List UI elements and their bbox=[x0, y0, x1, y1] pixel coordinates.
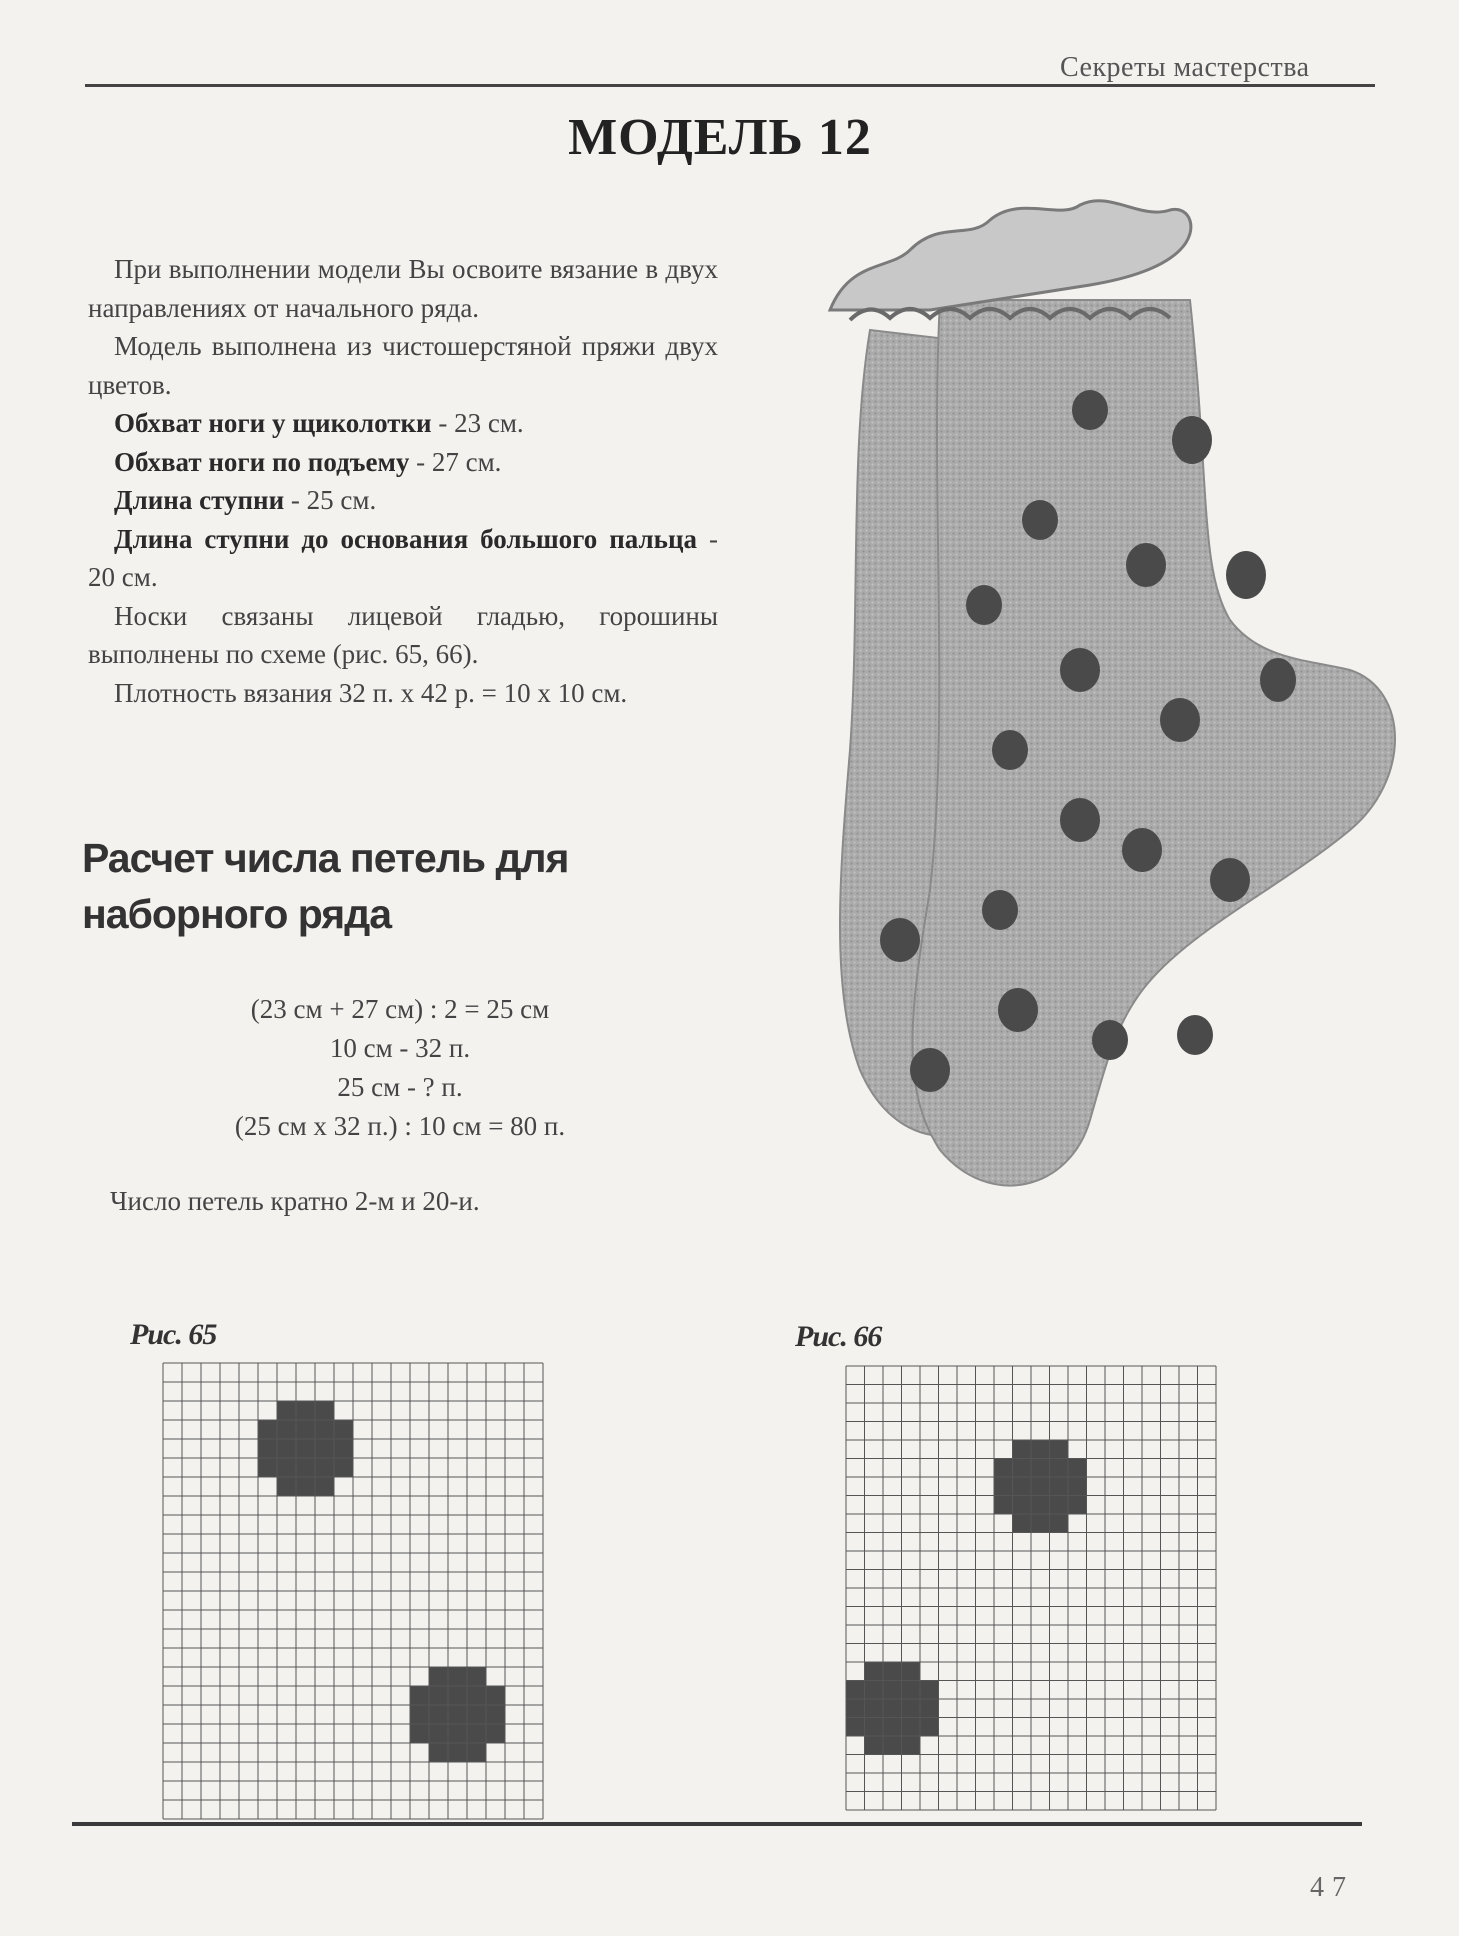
chart-filled-stitch bbox=[467, 1705, 486, 1724]
chart-filled-stitch bbox=[296, 1458, 315, 1477]
chart-filled-stitch bbox=[865, 1681, 884, 1700]
measurement-line bbox=[88, 443, 718, 482]
chart-filled-stitch bbox=[1031, 1459, 1050, 1478]
socks-photo bbox=[790, 190, 1430, 1300]
intro-paragraph-1: При выполнении модели Вы освоите вязание в двух направлениях от начального ряда. bbox=[88, 254, 718, 323]
chart-filled-stitch bbox=[429, 1667, 448, 1686]
chart-filled-stitch bbox=[258, 1420, 277, 1439]
chart-filled-stitch bbox=[883, 1736, 902, 1755]
chart-filled-stitch bbox=[334, 1439, 353, 1458]
chart-filled-stitch bbox=[296, 1420, 315, 1439]
chart-filled-stitch bbox=[883, 1662, 902, 1681]
chart-filled-stitch bbox=[467, 1667, 486, 1686]
chart-filled-stitch bbox=[315, 1420, 334, 1439]
chart-filled-stitch bbox=[1013, 1496, 1032, 1515]
chart-filled-stitch bbox=[920, 1699, 939, 1718]
measurement-line bbox=[88, 404, 718, 443]
chart-filled-stitch bbox=[448, 1705, 467, 1724]
chart-filled-stitch bbox=[1050, 1477, 1069, 1496]
measurement-value: - 23 см. bbox=[431, 408, 524, 438]
chart-filled-stitch bbox=[467, 1743, 486, 1762]
calculation-line: 10 см - 32 п. bbox=[329, 1033, 471, 1063]
chart-filled-stitch bbox=[846, 1681, 865, 1700]
calculation-line: (25 см х 32 п.) : 10 см = 80 п. bbox=[234, 1111, 566, 1141]
chart-filled-stitch bbox=[315, 1458, 334, 1477]
chart-filled-stitch bbox=[1031, 1496, 1050, 1515]
figure-65-label: Рис. 65 bbox=[130, 1318, 217, 1351]
chart-filled-stitch bbox=[846, 1699, 865, 1718]
measurement-label: Длина ступни до основания большого пальца bbox=[114, 523, 698, 554]
chart-filled-stitch bbox=[846, 1718, 865, 1737]
measurement-value: - 20 см. bbox=[88, 523, 718, 592]
chart-filled-stitch bbox=[994, 1477, 1013, 1496]
chart-filled-stitch bbox=[883, 1718, 902, 1737]
intro-paragraph-4: Плотность вязания 32 п. х 42 р. = 10 х 10 см. bbox=[114, 677, 628, 708]
section-heading: Расчет числа петель для наборного ряда bbox=[82, 835, 569, 937]
chart-filled-stitch bbox=[865, 1662, 884, 1681]
chart-filled-stitch bbox=[1068, 1496, 1087, 1515]
running-head: Секреты мастерства bbox=[1060, 52, 1310, 83]
chart-filled-stitch bbox=[1031, 1440, 1050, 1459]
chart-filled-stitch bbox=[1013, 1459, 1032, 1478]
measurement-label: Обхват ноги по подъему bbox=[114, 446, 410, 477]
chart-filled-stitch bbox=[902, 1681, 921, 1700]
chart-filled-stitch bbox=[277, 1458, 296, 1477]
intro-text bbox=[88, 250, 718, 712]
chart-filled-stitch bbox=[1068, 1477, 1087, 1496]
chart-filled-stitch bbox=[1013, 1477, 1032, 1496]
stitch-multiple-note: Число петель кратно 2-м и 20-и. bbox=[110, 1186, 480, 1216]
figure-66-label: Рис. 66 bbox=[795, 1320, 882, 1353]
calculation-block bbox=[160, 990, 640, 1146]
chart-filled-stitch bbox=[486, 1724, 505, 1743]
chart-filled-stitch bbox=[865, 1736, 884, 1755]
chart-filled-stitch bbox=[448, 1686, 467, 1705]
page-number: 47 bbox=[1310, 1872, 1354, 1903]
chart-filled-stitch bbox=[902, 1736, 921, 1755]
chart-filled-stitch bbox=[410, 1724, 429, 1743]
measurement-value: - 27 см. bbox=[409, 446, 502, 477]
chart-filled-stitch bbox=[1068, 1459, 1087, 1478]
chart-filled-stitch bbox=[277, 1439, 296, 1458]
calculation-line: (23 см + 27 см) : 2 = 25 см bbox=[250, 994, 550, 1024]
chart-filled-stitch bbox=[258, 1458, 277, 1477]
chart-filled-stitch bbox=[486, 1705, 505, 1724]
chart-filled-stitch bbox=[1050, 1514, 1069, 1533]
chart-filled-stitch bbox=[334, 1458, 353, 1477]
chart-filled-stitch bbox=[448, 1743, 467, 1762]
chart-filled-stitch bbox=[315, 1401, 334, 1420]
chart-filled-stitch bbox=[467, 1724, 486, 1743]
chart-filled-stitch bbox=[902, 1718, 921, 1737]
chart-filled-stitch bbox=[429, 1743, 448, 1762]
chart-filled-stitch bbox=[1031, 1477, 1050, 1496]
chart-filled-stitch bbox=[410, 1686, 429, 1705]
chart-filled-stitch bbox=[883, 1681, 902, 1700]
chart-filled-stitch bbox=[296, 1439, 315, 1458]
measurement-value: - 25 см. bbox=[284, 485, 377, 515]
measurement-label: Длина ступни bbox=[114, 485, 285, 515]
chart-filled-stitch bbox=[1013, 1514, 1032, 1533]
chart-filled-stitch bbox=[1050, 1496, 1069, 1515]
chart-filled-stitch bbox=[448, 1667, 467, 1686]
chart-filled-stitch bbox=[410, 1705, 429, 1724]
chart-filled-stitch bbox=[1013, 1440, 1032, 1459]
chart-filled-stitch bbox=[486, 1686, 505, 1705]
chart-filled-stitch bbox=[448, 1724, 467, 1743]
chart-filled-stitch bbox=[429, 1705, 448, 1724]
chart-filled-stitch bbox=[1050, 1459, 1069, 1478]
chart-filled-stitch bbox=[334, 1420, 353, 1439]
chart-filled-stitch bbox=[315, 1477, 334, 1496]
page-title: МОДЕЛЬ 12 bbox=[568, 109, 872, 166]
chart-filled-stitch bbox=[258, 1439, 277, 1458]
chart-filled-stitch bbox=[1031, 1514, 1050, 1533]
chart-filled-stitch bbox=[296, 1477, 315, 1496]
chart-filled-stitch bbox=[865, 1718, 884, 1737]
chart-filled-stitch bbox=[994, 1496, 1013, 1515]
chart-filled-stitch bbox=[865, 1699, 884, 1718]
measurement-line bbox=[88, 481, 718, 520]
measurement-label: Обхват ноги у щиколотки bbox=[114, 408, 432, 438]
chart-filled-stitch bbox=[429, 1686, 448, 1705]
bottom-rule bbox=[72, 1822, 1362, 1826]
chart-filled-stitch bbox=[1050, 1440, 1069, 1459]
intro-paragraph-3: Носки связаны лицевой гладью, горошины выполнены по схеме (рис. 65, 66). bbox=[88, 600, 718, 669]
top-rule bbox=[85, 84, 1375, 87]
chart-filled-stitch bbox=[467, 1686, 486, 1705]
chart-filled-stitch bbox=[920, 1681, 939, 1700]
calculation-line: 25 см - ? п. bbox=[337, 1072, 463, 1102]
figure-66-chart bbox=[845, 1365, 1217, 1811]
chart-filled-stitch bbox=[296, 1401, 315, 1420]
chart-filled-stitch bbox=[902, 1699, 921, 1718]
chart-filled-stitch bbox=[883, 1699, 902, 1718]
chart-filled-stitch bbox=[315, 1439, 334, 1458]
chart-filled-stitch bbox=[902, 1662, 921, 1681]
chart-filled-stitch bbox=[277, 1477, 296, 1496]
figure-65-chart bbox=[162, 1362, 544, 1820]
chart-filled-stitch bbox=[920, 1718, 939, 1737]
chart-filled-stitch bbox=[277, 1420, 296, 1439]
chart-filled-stitch bbox=[994, 1459, 1013, 1478]
intro-paragraph-2: Модель выполнена из чистошерстяной пряжи двух цветов. bbox=[88, 331, 718, 400]
chart-filled-stitch bbox=[429, 1724, 448, 1743]
chart-filled-stitch bbox=[277, 1401, 296, 1420]
measurement-line bbox=[88, 520, 718, 597]
